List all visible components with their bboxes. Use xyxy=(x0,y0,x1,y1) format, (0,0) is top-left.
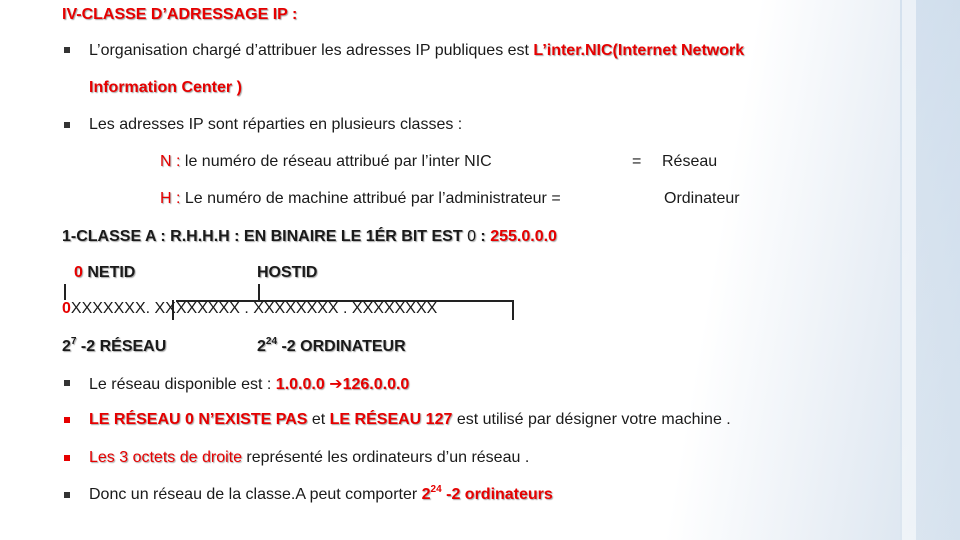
host-count-base: 2 xyxy=(421,486,431,503)
def-n xyxy=(160,153,492,171)
binary-first-octet: XXXXXXX xyxy=(70,300,146,317)
reseau-count xyxy=(62,338,166,356)
bullet-marker xyxy=(64,492,70,498)
reseau-exp: 7 xyxy=(70,336,77,347)
ord-exp: 24 xyxy=(265,336,278,347)
bullet-organisation xyxy=(89,42,744,60)
ord-base: 2 xyxy=(257,338,266,355)
class-a-heading xyxy=(62,228,557,246)
reseau-base: 2 xyxy=(62,338,71,355)
network-range-start: 1.0.0.0 xyxy=(275,376,325,393)
host-octets-text: représenté les ordinateurs d’un réseau . xyxy=(241,449,530,466)
hostid-bracket-right xyxy=(512,300,514,320)
bullet-marker xyxy=(64,122,70,128)
host-count-tail: -2 ordinateurs xyxy=(441,486,553,503)
bullet-marker xyxy=(64,380,70,386)
binary-dot: . xyxy=(145,300,155,317)
bullet-classes: Les adresses IP sont réparties en plusieurs classes : xyxy=(89,116,463,133)
internic-name-line2: Information Center ) xyxy=(89,79,242,96)
bullet-reserved-networks xyxy=(89,411,731,429)
binary-address xyxy=(62,300,437,318)
class-a-heading-text: 1-CLASSE A : R.H.H.H : EN BINAIRE LE 1ÉR BIT EST xyxy=(62,228,468,245)
page-title: IV-CLASSE D’ADRESSAGE IP : xyxy=(62,6,298,23)
def-h-letter: H : xyxy=(160,190,181,207)
ord-text: -2 ORDINATEUR xyxy=(277,338,406,355)
binary-first-bit: 0 xyxy=(62,300,71,317)
internic-name-line1: L’inter.NIC(Internet Network xyxy=(533,42,745,59)
ordinateur-count xyxy=(257,338,406,356)
def-h-value: Ordinateur xyxy=(664,190,740,207)
host-count-text: Donc un réseau de la classe.A peut comporter xyxy=(89,486,422,503)
network-0-note: LE RÉSEAU 0 N’EXISTE PAS xyxy=(89,411,308,428)
netid-digit: 0 xyxy=(74,264,83,281)
binary-host-octets: XXXXXXXX . XXXXXXXX . XXXXXXXX xyxy=(154,300,438,317)
decorative-stripe-light xyxy=(902,0,916,540)
bullet-host-octets xyxy=(89,449,529,467)
host-octets-highlight: Les 3 octets de droite xyxy=(89,449,242,466)
bullet-marker xyxy=(64,47,70,53)
loopback-text: est utilisé par désigner votre machine . xyxy=(452,411,731,428)
netid-bracket-left xyxy=(64,284,66,300)
bullet-marker xyxy=(64,417,70,423)
bullet-marker xyxy=(64,455,70,461)
network-range-end: 126.0.0.0 xyxy=(342,376,410,393)
class-a-separator: : xyxy=(475,228,491,245)
def-n-letter: N : xyxy=(160,153,181,170)
reseau-text: -2 RÉSEAU xyxy=(76,338,167,355)
bullet-host-count xyxy=(89,486,553,504)
def-h-text: Le numéro de machine attribué par l’administrateur = xyxy=(180,190,561,207)
def-n-equals: = xyxy=(632,153,642,170)
def-h xyxy=(160,190,561,208)
available-network-text: Le réseau disponible est : xyxy=(89,376,276,393)
bullet-available-network xyxy=(89,374,409,394)
arrow-right-icon: ➔ xyxy=(329,376,343,393)
class-a-first-bit: 0 xyxy=(467,228,476,245)
conjunction: et xyxy=(307,411,330,428)
def-n-text: le numéro de réseau attribué par l’inter NIC xyxy=(180,153,492,170)
class-a-mask: 255.0.0.0 xyxy=(490,228,557,245)
hostid-bracket-marker xyxy=(258,284,260,300)
netid-label xyxy=(74,264,135,282)
bullet-organisation-text: L’organisation chargé d’attribuer les adresses IP publiques est xyxy=(89,42,534,59)
hostid-label: HOSTID xyxy=(257,264,318,281)
network-127-note: LE RÉSEAU 127 xyxy=(329,411,453,428)
host-count-exp: 24 xyxy=(430,484,442,495)
def-n-value: Réseau xyxy=(662,153,718,170)
netid-text: NETID xyxy=(82,264,136,281)
